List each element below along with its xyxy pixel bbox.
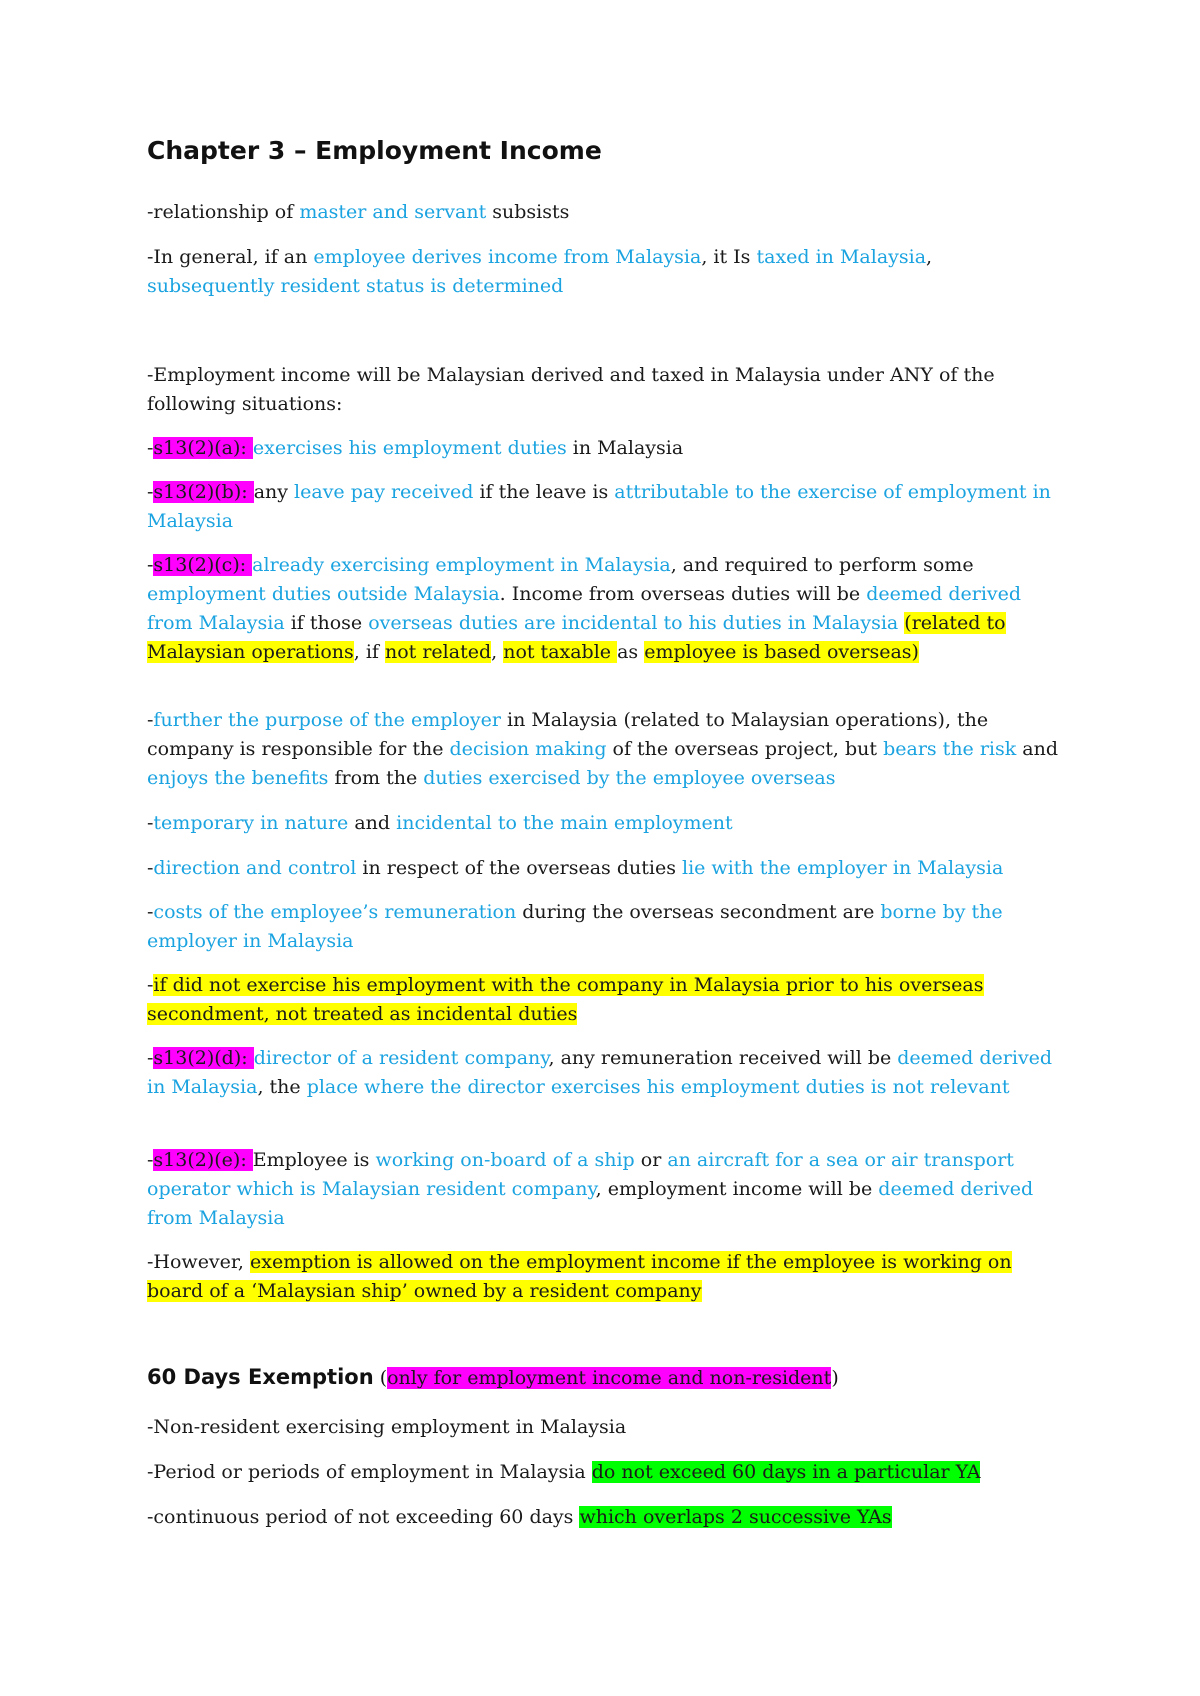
section-tag-e: s13(2)(e): xyxy=(153,1149,253,1171)
para-general: -In general, if an employee derives income from Malaysia, it Is taxed in Malaysia, subsequently resident status is determined xyxy=(147,246,933,297)
para-temporary: -temporary in nature and incidental to the main employment xyxy=(147,812,733,834)
para-s13-2-c: -s13(2)(c): already exercising employment in Malaysia, and required to perform some employment duties outside Malaysia. Income from overseas duties will be deemed derived from Malaysia if those overseas duties are incidental to his duties in Malaysia (related to Malaysian operations, if not related, not taxable as employee is based overseas) xyxy=(147,554,1022,663)
para-however: -However, exemption is allowed on the employment income if the employee is working on board of a ‘Malaysian ship’ owned by a resident company xyxy=(147,1251,1012,1302)
para-further-purpose: -further the purpose of the employer in Malaysia (related to Malaysian operations), the company is responsible for the decision making of the overseas project, but bears the risk and enjoys the benefits from the duties exercised by the employee overseas xyxy=(147,709,1059,789)
para-direction: -direction and control in respect of the overseas duties lie with the employer in Malaysia xyxy=(147,857,1004,879)
sixty-days-heading: 60 Days Exemption (only for employment income and non-resident) xyxy=(147,1365,839,1389)
para-continuous: -continuous period of not exceeding 60 days which overlaps 2 successive YAs xyxy=(147,1506,892,1528)
section-tag-b: s13(2)(b): xyxy=(153,481,254,503)
para-costs: -costs of the employee’s remuneration during the overseas secondment are borne by the employer in Malaysia xyxy=(147,901,1003,952)
section-tag-c: s13(2)(c): xyxy=(153,554,253,576)
para-s13-2-b: -s13(2)(b): any leave pay received if the leave is attributable to the exercise of employment in Malaysia xyxy=(147,481,1051,532)
para-s13-2-a: -s13(2)(a): exercises his employment duties in Malaysia xyxy=(147,437,684,459)
para-if-not-exercised: -if did not exercise his employment with the company in Malaysia prior to his overseas secondment, not treated as incidental duties xyxy=(147,974,984,1025)
para-intro: -Employment income will be Malaysian derived and taxed in Malaysia under ANY of the following situations: xyxy=(147,364,995,415)
section-tag-a: s13(2)(a): xyxy=(153,437,253,459)
para-period: -Period or periods of employment in Malaysia do not exceed 60 days in a particular YA xyxy=(147,1461,981,1483)
chapter-title: Chapter 3 – Employment Income xyxy=(147,136,602,165)
para-relationship: -relationship of master and servant subsists xyxy=(147,201,570,223)
para-s13-2-e: -s13(2)(e): Employee is working on-board of a ship or an aircraft for a sea or air transport operator which is Malaysian resident company, employment income will be deemed derived from Malaysia xyxy=(147,1149,1034,1229)
section-tag-d: s13(2)(d): xyxy=(153,1047,254,1069)
para-non-resident: -Non-resident exercising employment in Malaysia xyxy=(147,1416,627,1438)
para-s13-2-d: -s13(2)(d): director of a resident company, any remuneration received will be deemed derived in Malaysia, the place where the director exercises his employment duties is not relevant xyxy=(147,1047,1053,1098)
